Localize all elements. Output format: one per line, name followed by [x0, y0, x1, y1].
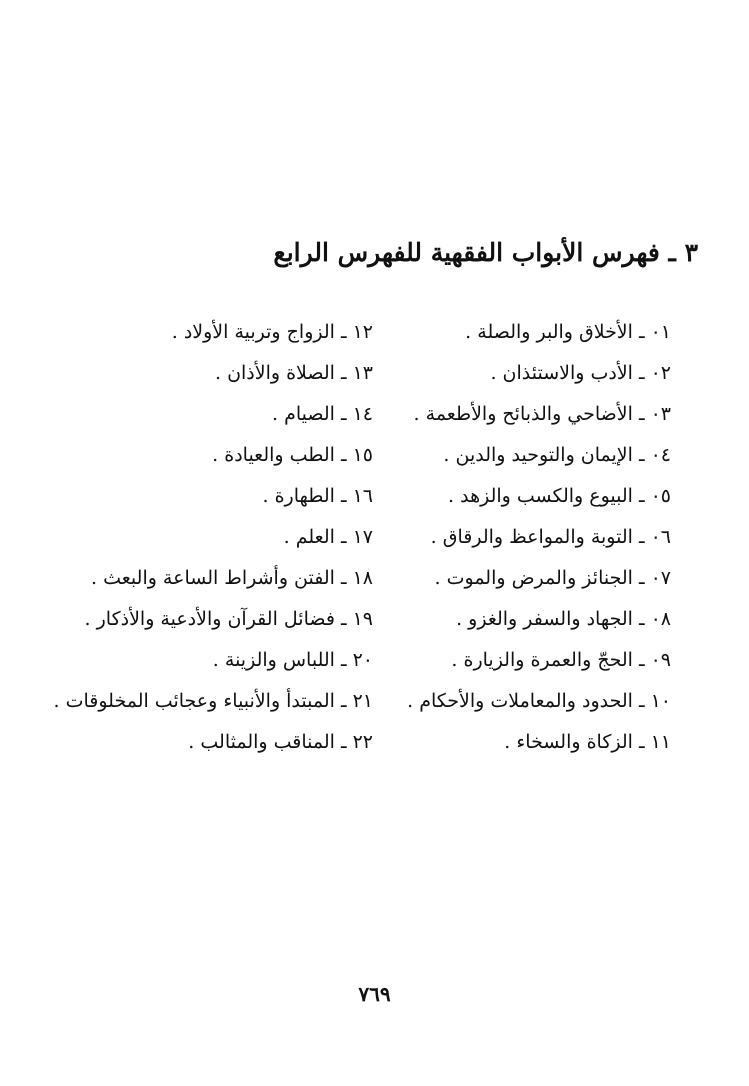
index-entry: ١٨ ـ الفتن وأشراط الساعة والبعث .	[91, 567, 373, 589]
index-entry: ٠٤ ـ الإيمان والتوحيد والدين .	[443, 444, 671, 466]
index-entry: ٠٦ ـ التوبة والمواعظ والرقاق .	[430, 526, 671, 548]
index-entry: ١٣ ـ الصلاة والأذان .	[214, 362, 373, 384]
index-column-left	[53, 312, 373, 763]
index-entry: ١٧ ـ العلم .	[283, 526, 373, 548]
index-title: ٣ ـ فهرس الأبواب الفقهية للفهرس الرابع	[273, 238, 698, 267]
index-column-right	[371, 312, 671, 763]
index-entry: ٠١ ـ الأخلاق والبر والصلة .	[465, 321, 671, 343]
index-entry: ١٦ ـ الطهارة .	[262, 485, 373, 507]
index-entry: ٢١ ـ المبتدأ والأنبياء وعجائب المخلوقات .	[53, 690, 373, 712]
index-entry: ١١ ـ الزكاة والسخاء .	[504, 731, 671, 753]
page-number: ٧٦٩	[358, 982, 391, 1006]
index-entry: ١٠ ـ الحدود والمعاملات والأحكام .	[407, 690, 671, 712]
index-entry: ٢٢ ـ المناقب والمثالب .	[188, 731, 373, 753]
index-entry: ٠٧ ـ الجنائز والمرض والموت .	[434, 567, 671, 589]
index-entry: ٠٩ ـ الحجّ والعمرة والزيارة .	[451, 649, 671, 671]
index-entry: ٢٠ ـ اللباس والزينة .	[212, 649, 373, 671]
index-entry: ٠٨ ـ الجهاد والسفر والغزو .	[456, 608, 671, 630]
index-entry: ٠٣ ـ الأضاحي والذبائح والأطعمة .	[413, 403, 671, 425]
index-entry: ١٩ ـ فضائل القرآن والأدعية والأذكار .	[84, 608, 373, 630]
index-entry: ٠٥ ـ البيوع والكسب والزهد .	[448, 485, 671, 507]
index-entry: ٠٢ ـ الأدب والاستئذان .	[490, 362, 671, 384]
index-entry: ١٢ ـ الزواج وتربية الأولاد .	[171, 321, 373, 343]
index-entry: ١٤ ـ الصيام .	[272, 403, 373, 425]
index-entry: ١٥ ـ الطب والعيادة .	[212, 444, 373, 466]
